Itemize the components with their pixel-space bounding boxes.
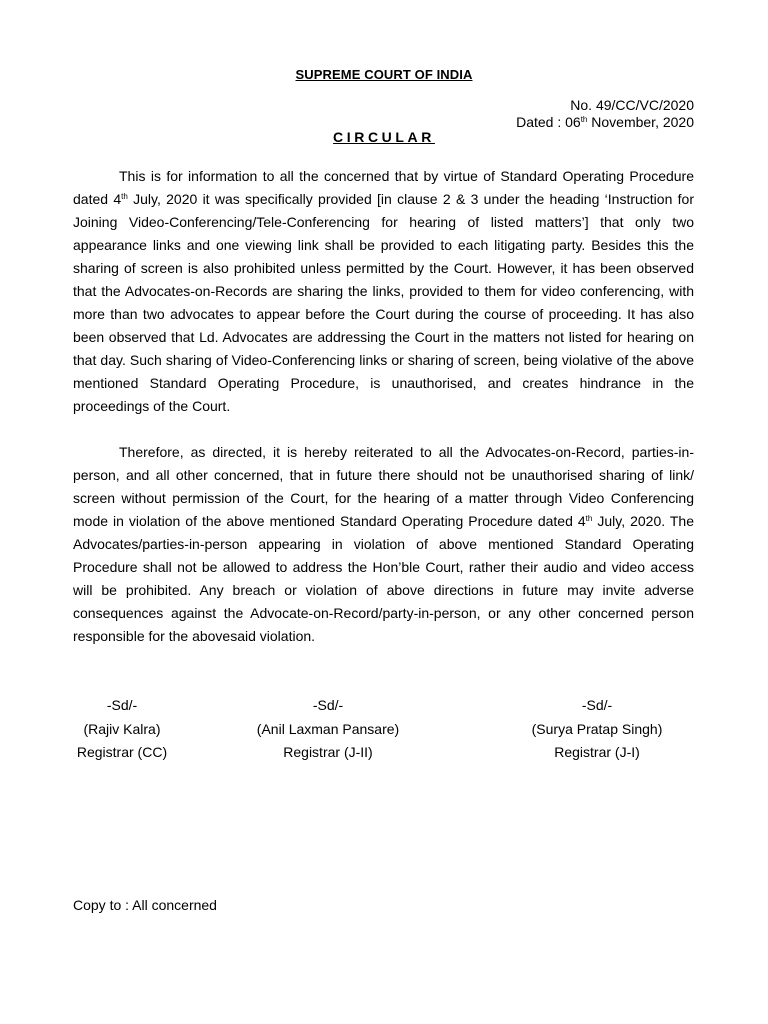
date-prefix: Dated : 06 <box>516 114 581 130</box>
signature-sd: -Sd/- <box>312 697 344 713</box>
signatory-block <box>244 694 412 765</box>
paragraph-2-text-b: July, 2020. The Advocates/parties-in-person appearing in violation of above mentioned Standard Operating Procedure shall not be allowed to address the Hon’ble Court, rather their audio and video access will be prohibited. Any breach or violation of above directions in future may invite adverse consequences against the Advocate-on-Record/party-in-person, or any other concerned person responsible for the abovesaid violation. <box>73 513 694 644</box>
court-heading: SUPREME COURT OF INDIA <box>295 67 473 82</box>
signature-sd: -Sd/- <box>581 697 613 713</box>
date-ordinal: th <box>580 115 588 124</box>
signatory-title: Registrar (J-II) <box>283 744 373 760</box>
paragraph-2 <box>73 441 694 648</box>
circular-number: No. 49/CC/VC/2020 <box>570 97 694 113</box>
copy-to: Copy to : All concerned <box>73 897 217 913</box>
signatory-name: (Anil Laxman Pansare) <box>256 720 400 737</box>
paragraph-2-ordinal: th <box>585 514 593 523</box>
date-suffix: November, 2020 <box>587 114 694 130</box>
paragraph-1-ordinal: th <box>121 192 128 201</box>
signatory-name: (Surya Pratap Singh) <box>531 720 663 737</box>
paragraph-1-text-a: This is for information to all the concerned that by virtue of Standard Operating Procedure dated 4 <box>73 168 694 207</box>
paragraph-1-text-b: July, 2020 it was specifically provided [in clause 2 & 3 under the heading ‘Instruction for Joining Video-Conferencing/Tele-Conferencing for hearing of listed matters’] that only two appearance links and one viewing link shall be provided to each litigating party. Besides this the sharing of screen is also prohibited unless permitted by the Court. However, it has been observed that the Advocates-on-Records are sharing the links, provided to them for video conferencing, with more than two advocates to appear before the Court during the course of proceeding. It has also been observed that Ld. Advocates are addressing the Court in the matters not listed for hearing on that day. Such sharing of Video-Conferencing links or sharing of screen, being violative of the above mentioned Standard Operating Procedure, is unauthorised, and creates hindrance in the proceedings of the Court. <box>73 191 694 414</box>
paragraph-1 <box>73 165 694 418</box>
signatory-name: (Rajiv Kalra) <box>83 720 161 737</box>
paragraph-2-text-a: Therefore, as directed, it is hereby reiterated to all the Advocates-on-Record, parties-in-person, and all other concerned, that in future there should not be unauthorised sharing of link/ screen without permission of the Court, for the hearing of a matter through Video Conferencing mode in violation of the above mentioned Standard Operating Procedure dated 4 <box>73 444 694 529</box>
signatory-block <box>66 694 178 765</box>
signatory-block <box>516 694 678 765</box>
signature-sd: -Sd/- <box>106 697 138 713</box>
signatory-title: Registrar (J-I) <box>554 744 640 760</box>
signatory-title: Registrar (CC) <box>76 744 168 760</box>
circular-title: CIRCULAR <box>333 129 435 145</box>
